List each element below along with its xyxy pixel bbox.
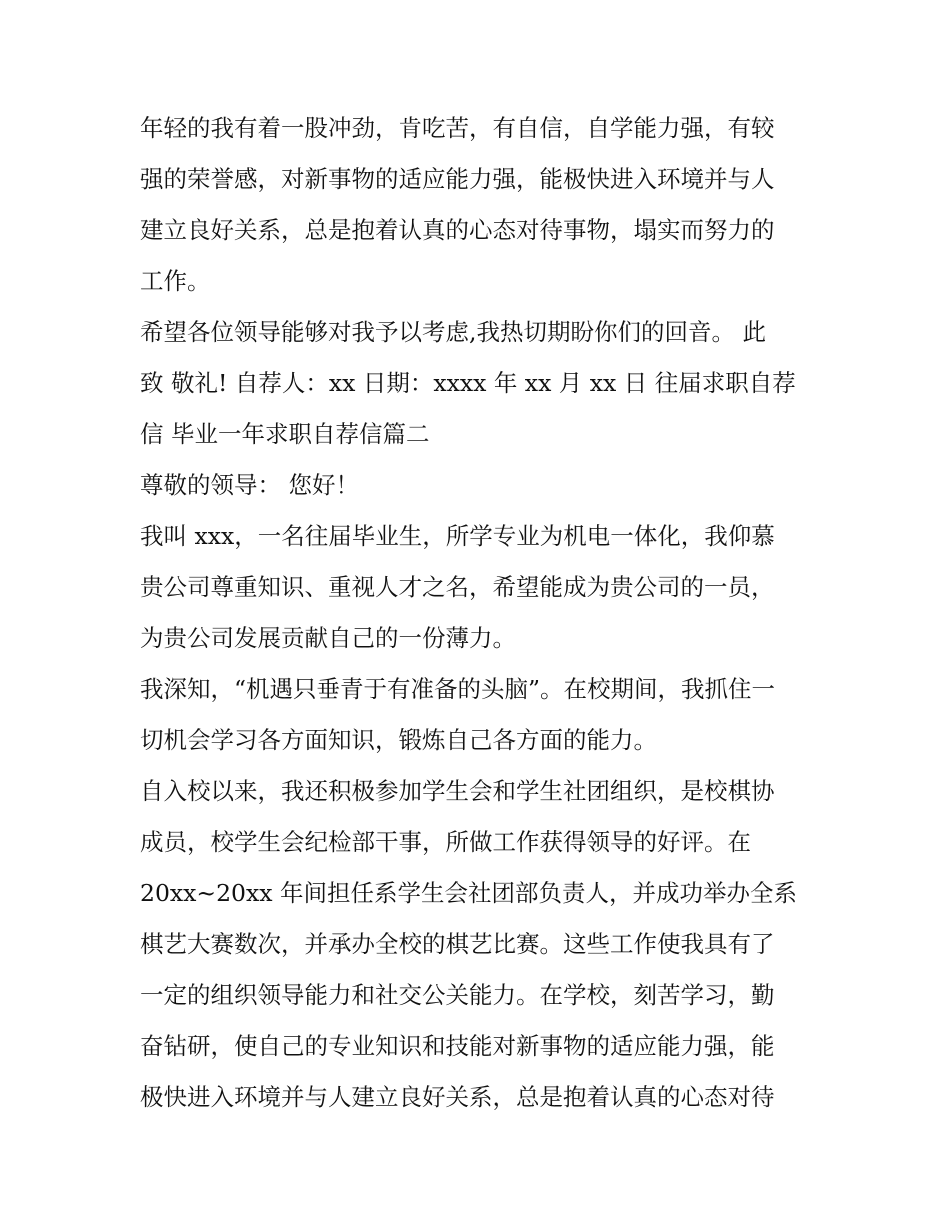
- text-line: 我深知，“机遇只垂青于有准备的头脑”。在校期间，我抓住一: [140, 675, 776, 703]
- text-line: 为贵公司发展贡献自己的一份薄力。: [140, 624, 516, 652]
- text-line: 年轻的我有着一股冲劲，肯吃苦，有自信，自学能力强，有较: [140, 114, 775, 142]
- text-line: 自入校以来，我还积极参加学生会和学生社团组织，是校棋协: [140, 777, 775, 805]
- text-line: 成员，校学生会纪检部干事，所做工作获得领导的好评。在: [140, 828, 751, 856]
- text-line: 奋钻研，使自己的专业知识和技能对新事物的适应能力强，能: [140, 1032, 775, 1060]
- text-line: 信 毕业一年求职自荐信篇二: [140, 420, 430, 448]
- paragraph-introduction: [140, 511, 815, 664]
- text-line: 尊敬的领导： 您好！: [140, 471, 359, 499]
- paragraph-self-description: [140, 103, 815, 307]
- text-line: 贵公司尊重知识、重视人才之名，希望能成为贵公司的一员，: [140, 573, 775, 601]
- text-line: 切机会学习各方面知识，锻炼自己各方面的能力。: [140, 726, 657, 754]
- text-line: 一定的组织领导能力和社交公关能力。在学校，刻苦学习，勤: [140, 981, 775, 1009]
- document-body: [140, 103, 815, 1123]
- paragraph-experience: [140, 766, 815, 1123]
- text-line: 希望各位领导能够对我予以考虑,我热切期盼你们的回音。 此: [140, 318, 766, 346]
- text-line: 建立良好关系，总是抱着认真的心态对待事物，塌实而努力的: [140, 216, 775, 244]
- text-line: 我叫 xxx，一名往届毕业生，所学专业为机电一体化，我仰慕: [140, 522, 775, 550]
- paragraph-salutation: [140, 460, 815, 511]
- paragraph-opportunity: [140, 664, 815, 766]
- text-line: 极快进入环境并与人建立良好关系，总是抱着认真的心态对待: [140, 1083, 775, 1111]
- text-line: 强的荣誉感，对新事物的适应能力强，能极快进入环境并与人: [140, 165, 775, 193]
- text-line: 致 敬礼! 自荐人：xx 日期：xxxx 年 xx 月 xx 日 往届求职自荐: [140, 369, 796, 397]
- paragraph-closing: [140, 307, 815, 460]
- text-line: 棋艺大赛数次，并承办全校的棋艺比赛。这些工作使我具有了: [140, 930, 775, 958]
- text-line: 工作。: [140, 267, 211, 295]
- text-line: 20xx~20xx 年间担任系学生会社团部负责人，并成功举办全系: [140, 879, 797, 907]
